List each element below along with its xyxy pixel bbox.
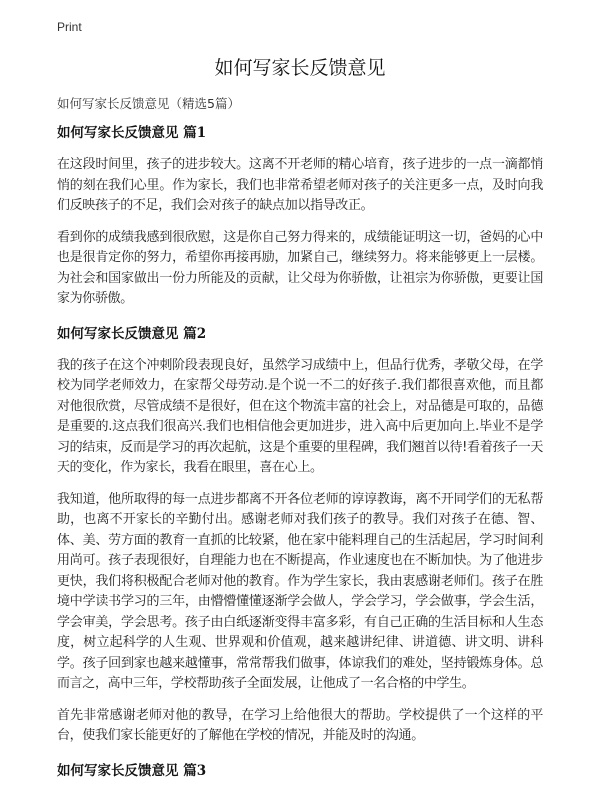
paragraph: 看到你的成绩我感到很欣慰，这是你自己努力得来的，成绩能证明这一切，爸妈的心中也是很肯定你的努力，希望你再接再励，加紧自己，继续努力。将来能够更上一层楼。为社会和国家做出一份力所能及的贡献，让父母为你骄傲，让祖宗为你骄傲，更要让国家为你骄傲。 (57, 229, 543, 306)
article-body (57, 124, 543, 793)
paragraph: 首先非常感谢老师对他的教导，在学习上给他很大的帮助。学校提供了一个这样的平台，使我们家长能更好的了解他在学校的情况，并能及时的沟通。 (57, 707, 543, 743)
paragraph: 我的孩子在这个冲刺阶段表现良好，虽然学习成绩中上，但品行优秀，孝敬父母，在学校为同学老师效力，在家帮父母劳动.是个说一不二的好孩子.我们都很喜欢他，而且都对他很欣赏，尽管成绩不是很好，但在这个物流丰富的社会上，对品德是可取的，品德是重要的.这点我们很高兴.我们也相信他会更加进步，进入高中后更加向上.毕业不是学习的结束，反而是学习的再次起航，这是个重要的里程碑，我们翘首以待!看着孩子一天天的变化，作为家长，我看在眼里，喜在心上。 (57, 357, 543, 475)
print-link[interactable]: Print (57, 20, 82, 34)
section-heading-1: 如何写家长反馈意见 篇1 (57, 125, 207, 141)
page-subtitle: 如何写家长反馈意见（精选5篇） (57, 96, 240, 111)
section-heading-2: 如何写家长反馈意见 篇2 (57, 325, 207, 342)
section-heading-3: 如何写家长反馈意见 篇3 (57, 762, 207, 779)
paragraph: 在这段时间里，孩子的进步较大。这离不开老师的精心培育，孩子进步的一点一滴都悄悄的刻在我们心里。作为家长，我们也非常希望老师对孩子的关注更多一点，及时向我们反映孩子的不足，我们会对孩子的缺点加以指导改正。 (57, 157, 543, 213)
paragraph: 我知道，他所取得的每一点进步都离不开各位老师的谆谆教诲，离不开同学们的无私帮助，也离不开家长的辛勤付出。感谢老师对我们孩子的教导。我们对孩子在德、智、体、美、劳方面的教育一直抓的比较紧，他在家中能料理自己的生活起居，学习时间利用尚可。孩子表现很好，自理能力也在不断提高，作业速度也在不断加快。为了他进步更快，我们将积极配合老师对他的教育。作为学生家长，我由衷感谢老师们。孩子在胜境中学读书学习的三年，由懵懵懂懂逐渐学会做人，学会学习，学会做事，学会生活，学会审美，学会思考。孩子由白纸逐渐变得丰富多彩，有自己正确的生活目标和人生态度，树立起科学的人生观、世界观和价值观，越来越讲纪律、讲道德、讲文明、讲科学。孩子回到家也越来越懂事，常常帮我们做事，体谅我们的难处，坚持锻炼身体。总而言之，高中三年，学校帮助孩子全面发展，让他成了一名合格的中学生。 (57, 491, 543, 691)
page-title: 如何写家长反馈意见 (214, 57, 386, 79)
